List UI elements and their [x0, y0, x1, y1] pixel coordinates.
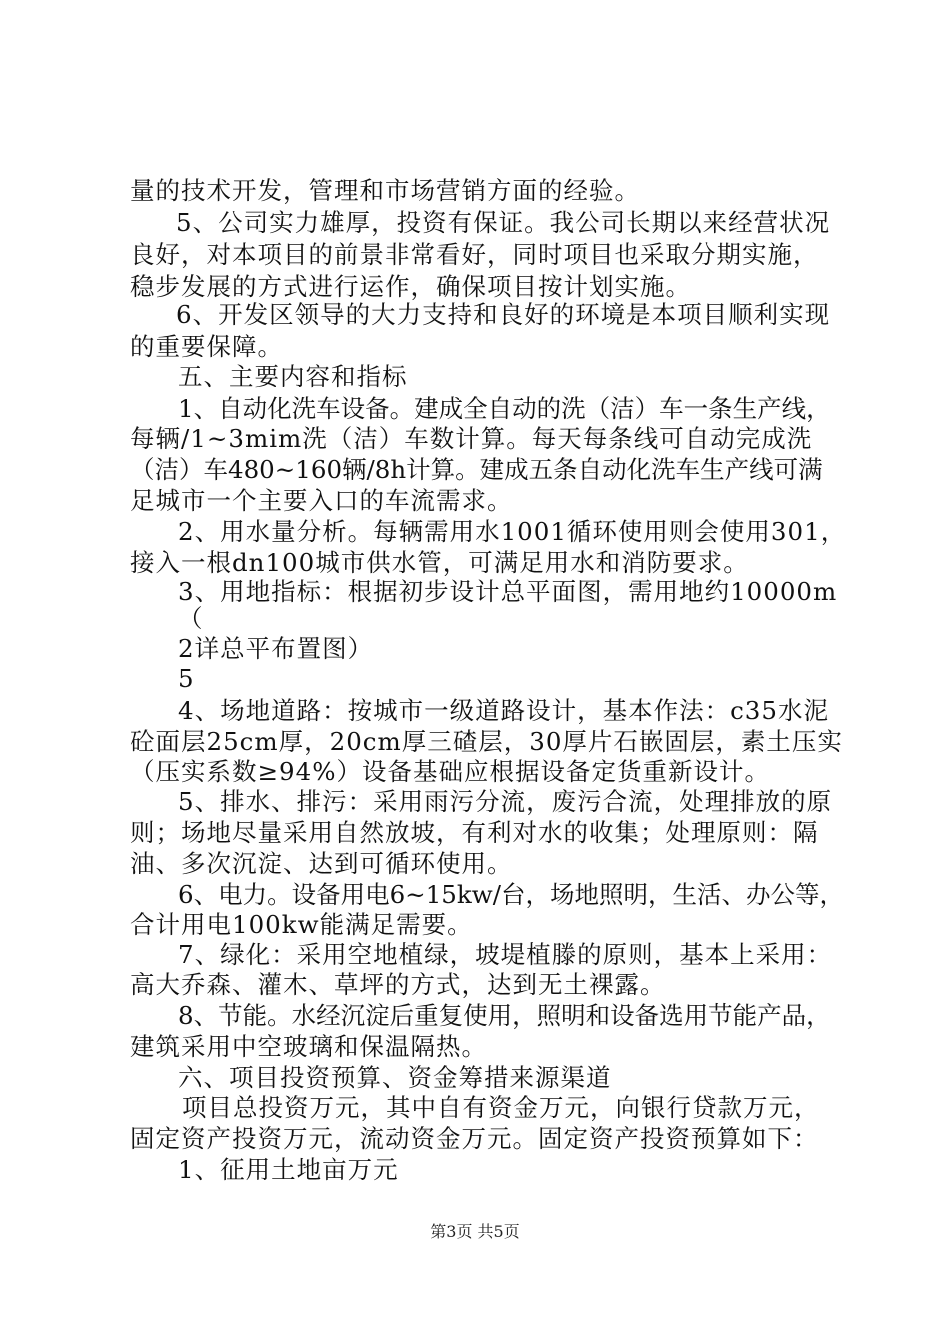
text-line: 合计用电100kw能满足需要。: [130, 910, 473, 939]
text-line: 良好，对本项目的前景非常看好，同时项目也采取分期实施，: [130, 240, 819, 269]
section-heading: 五、主要内容和指标: [178, 362, 408, 391]
text-line: 1、自动化洗车设备。建成全自动的洗（洁）车一条生产线，: [178, 394, 831, 423]
text-line: 固定资产投资万元，流动资金万元。固定资产投资预算如下：: [130, 1124, 819, 1153]
text-line: 8、节能。水经沉淀后重复使用，照明和设备选用节能产品，: [178, 1001, 831, 1030]
text-line: 足城市一个主要入口的车流需求。: [130, 486, 513, 515]
text-line: 项目总投资万元，其中自有资金万元，向银行贷款万元，: [182, 1093, 820, 1122]
text-line: 2详总平布置图）: [178, 634, 374, 663]
text-line: （洁）车480~160辆/8h计算。建成五条自动化洗车生产线可满: [130, 455, 823, 484]
text-line: 6、电力。设备用电6~15kw/台，场地照明，生活、办公等，: [178, 880, 844, 909]
page-footer: 第3页 共5页: [430, 1222, 520, 1241]
text-line: （: [178, 604, 204, 633]
text-line: 油、多次沉淀、达到可循环使用。: [130, 849, 513, 878]
text-line: 砼面层25cm厚，20cm厚三碴层，30厚片石嵌固层，素土压实: [130, 727, 843, 756]
text-line: 2、用水量分析。每辆需用水1001循环使用则会使用301，: [178, 517, 847, 546]
text-line: 则；场地尽量采用自然放坡，有利对水的收集；处理原则：隔: [130, 818, 819, 847]
text-line: 高大乔森、灌木、草坪的方式，达到无土裸露。: [130, 970, 666, 999]
text-line: 1、征用土地亩万元: [178, 1155, 399, 1184]
text-line: 建筑采用中空玻璃和保温隔热。: [130, 1032, 487, 1061]
text-line: 量的技术开发，管理和市场营销方面的经验。: [130, 176, 640, 205]
text-line: 的重要保障。: [130, 332, 283, 361]
text-line: 5: [178, 664, 195, 693]
text-line: 5、公司实力雄厚，投资有保证。我公司长期以来经营状况: [176, 208, 831, 237]
text-line: 7、绿化：采用空地植绿，坡堤植滕的原则，基本上采用：: [178, 940, 833, 969]
text-line: 4、场地道路：按城市一级道路设计，基本作法：c35水泥: [178, 696, 829, 725]
text-line: 稳步发展的方式进行运作，确保项目按计划实施。: [130, 272, 691, 301]
section-heading: 六、项目投资预算、资金筹措来源渠道: [178, 1063, 612, 1092]
text-line: 每辆/1~3mim洗（洁）车数计算。每天每条线可自动完成洗: [130, 424, 813, 453]
text-line: 3、用地指标：根据初步设计总平面图，需用地约10000m: [178, 577, 838, 606]
text-line: 接入一根dn100城市供水管，可满足用水和消防要求。: [130, 548, 749, 577]
text-line: 5、排水、排污：采用雨污分流，废污合流，处理排放的原: [178, 787, 833, 816]
text-line: （压实系数≥94%）设备基础应根据设备定货重新设计。: [130, 757, 770, 786]
text-line: 6、开发区领导的大力支持和良好的环境是本项目顺利实现: [176, 300, 831, 329]
